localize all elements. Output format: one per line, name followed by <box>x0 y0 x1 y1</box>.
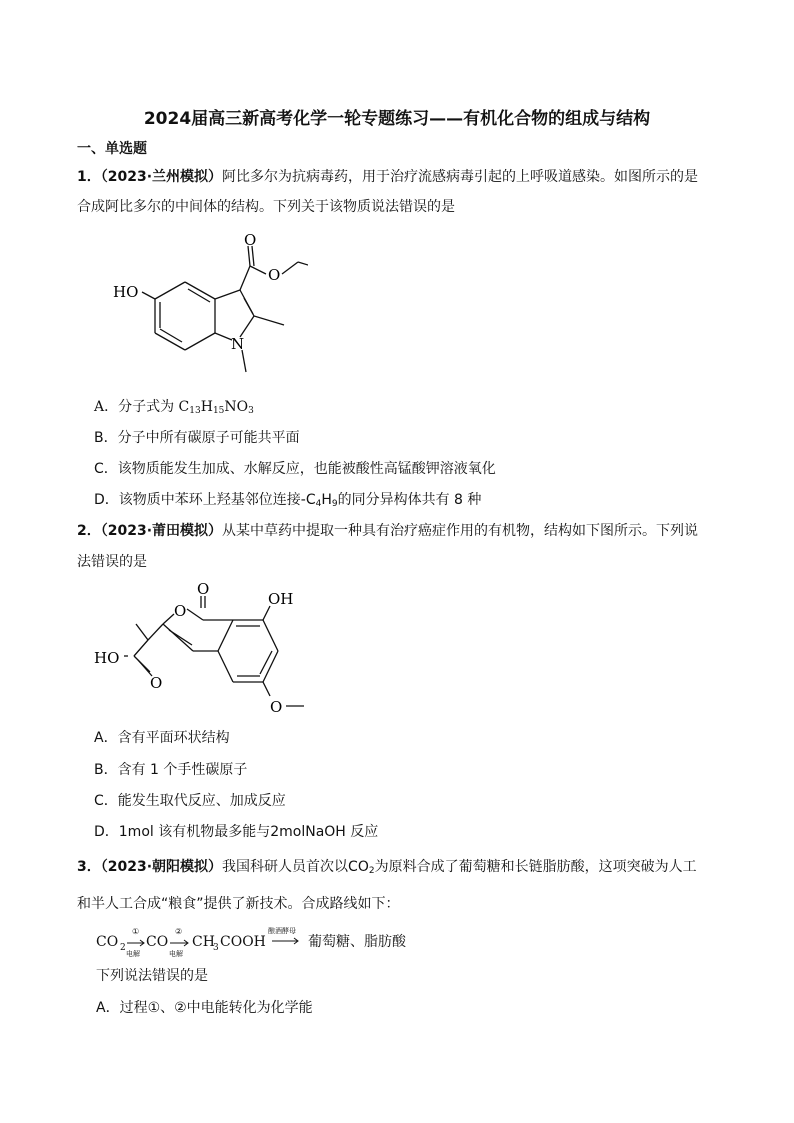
route-acetic-rest: COOH <box>220 934 266 950</box>
q1-sub-3: 3 <box>248 406 254 416</box>
page-title: 2024届高三新高考化学一轮专题练习——有机化合物的组成与结构 <box>143 109 651 129</box>
q3-ask: 下列说法错误的是 <box>96 968 208 984</box>
route-co2: CO <box>96 934 119 950</box>
route-step1-condition: 电解 <box>126 950 140 958</box>
q2-methoxy-o: O <box>270 698 283 716</box>
q1-option-d <box>94 489 481 509</box>
q3-source: （2023·朝阳模拟） <box>100 859 223 875</box>
q1-option-d-text: D．该物质中苯环上羟基邻位连接-C <box>94 492 316 508</box>
q1-d-sub-9: 9 <box>331 499 338 509</box>
q3-synthesis-route <box>96 926 426 960</box>
q3-text-1: 我国科研人员首次以CO <box>222 859 369 875</box>
q1-stem-line2: 合成阿比多尔的中间体的结构。下列关于该物质说法错误的是 <box>77 199 455 215</box>
route-step3-condition: 酿酒酵母 <box>268 927 296 935</box>
q1-nitrogen: N <box>231 335 245 353</box>
q1-option-a-text: A．分子式为 C <box>94 399 190 415</box>
q3-stem-line1 <box>77 856 697 876</box>
q1-source: （2023·兰州模拟） <box>100 169 223 185</box>
q2-stem-line2: 法错误的是 <box>77 554 147 570</box>
q2-carbonyl-o: O <box>197 580 210 598</box>
q1-sub-13: 13 <box>189 406 201 416</box>
route-acetic-sub: 3 <box>213 943 219 953</box>
q2-ho-label: HO <box>94 649 120 667</box>
route-step1-label: ① <box>132 927 140 936</box>
q2-number: 2． <box>77 523 101 539</box>
q1-d-sub-4: 4 <box>315 499 322 509</box>
q1-structure <box>108 228 308 378</box>
q2-oh-label: OH <box>268 590 294 608</box>
q2-option-c: C．能发生取代反应、加成反应 <box>94 793 286 809</box>
route-product: 葡萄糖、脂肪酸 <box>308 934 406 950</box>
q3-option-a: A．过程①、②中电能转化为化学能 <box>96 1000 313 1016</box>
q2-ring-o: O <box>174 602 187 620</box>
route-acetic-ch: CH <box>192 934 215 950</box>
q1-option-c: C．该物质能发生加成、水解反应，也能被酸性高锰酸钾溶液氧化 <box>94 461 496 477</box>
q1-ho-label: HO <box>113 283 139 301</box>
q1-stem-line1 <box>77 166 698 186</box>
q2-option-d: D．1mol 该有机物最多能与2molNaOH 反应 <box>94 824 379 840</box>
q3-text-1-tail: 为原料合成了葡萄糖和长链脂肪酸，这项突破为人工 <box>374 859 697 875</box>
q2-stem-line1 <box>77 520 698 540</box>
q1-ester-o: O <box>268 266 281 284</box>
q3-number: 3． <box>77 859 101 875</box>
q1-h: H <box>200 399 213 415</box>
q2-structure <box>90 578 330 718</box>
q1-option-d-tail: 的同分异构体共有 8 种 <box>337 492 482 508</box>
q1-no: NO <box>224 399 249 415</box>
q2-text-1: 从某中草药中提取一种具有治疗癌症作用的有机物，结构如下图所示。下列说 <box>222 523 699 539</box>
route-step2-label: ② <box>175 927 183 936</box>
q1-sub-15: 15 <box>212 406 225 416</box>
section-heading: 一、单选题 <box>77 141 147 157</box>
q2-option-a: A．含有平面环状结构 <box>94 730 230 746</box>
q3-co2-sub: 2 <box>368 866 375 876</box>
q2-option-b: B．含有 1 个手性碳原子 <box>94 762 248 778</box>
q1-carbonyl-o: O <box>244 231 257 249</box>
q2-source: （2023·莆田模拟） <box>100 523 223 539</box>
q2-acid-o: O <box>150 674 163 692</box>
route-step2-condition: 电解 <box>169 950 183 958</box>
q3-stem-line2: 和半人工合成“粮食”提供了新技术。合成路线如下： <box>77 896 400 912</box>
q1-d-h: H <box>321 492 332 508</box>
route-co2-sub: 2 <box>120 943 126 953</box>
q1-option-b: B．分子中所有碳原子可能共平面 <box>94 430 300 446</box>
q1-number: 1． <box>77 169 101 185</box>
q1-text-1: 阿比多尔为抗病毒药，用于治疗流感病毒引起的上呼吸道感染。如图所示的是 <box>222 169 699 185</box>
q1-option-a <box>94 396 254 416</box>
route-co: CO <box>146 934 169 950</box>
